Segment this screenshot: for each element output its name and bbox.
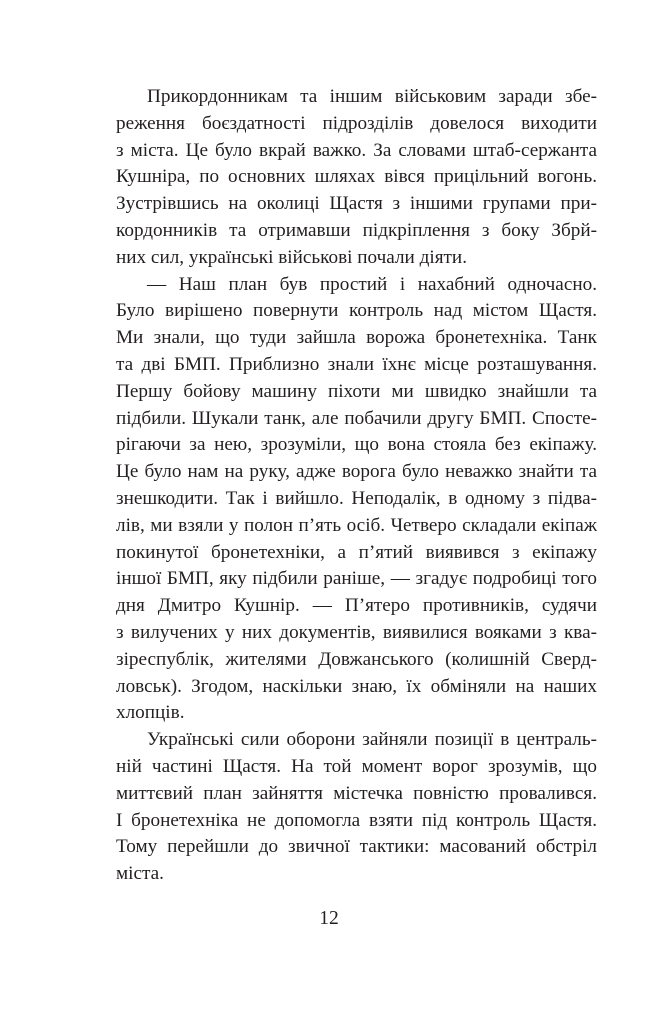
text-line: лів, ми взяли у полон п’ять осіб. Четверо складали екіпаж <box>116 514 597 536</box>
text-line: підбили. Шукали танк, але побачили другу БМП. Спосте- <box>116 407 597 429</box>
text-line: зіреспублік, жителями Довжанського (колишній Сверд- <box>116 648 597 670</box>
text-line: Прикордонникам та іншим військовим заради збе- <box>147 86 597 107</box>
text-line: Це було нам на руку, адже ворога було неважко знайти та <box>116 461 597 483</box>
page-number: 12 <box>319 908 339 929</box>
text-line: з вилучених у них документів, виявилися вояками з ква- <box>116 621 597 643</box>
text-line: дня Дмитро Кушнір. — П’ятеро противників, судячи <box>116 595 597 617</box>
text-line: Кушніра, по основних шляхах вівся прицільний вогонь. <box>116 166 597 188</box>
text-line: з міста. Це було вкрай важко. За словами штаб-сержанта <box>116 139 597 161</box>
text-line: знешкодити. Так і вийшло. Неподалік, в одному з підва- <box>116 487 597 509</box>
text-line: Тому перейшли до звичної тактики: масований обстріл <box>116 836 597 858</box>
text-line: Першу бойову машину піхоти ми швидко знайшли та <box>116 380 597 402</box>
paragraph <box>116 272 597 728</box>
text-line: реження боєздатності підрозділів довелося виходити <box>116 112 597 134</box>
text-line: хлопців. <box>116 702 185 724</box>
text-line: миттєвий план зайняття містечка повністю провалився. <box>116 782 597 804</box>
text-line: ній частині Щастя. На той момент ворог зрозумів, що <box>116 755 597 777</box>
paragraph <box>116 84 597 272</box>
text-line: Зустрівшись на околиці Щастя з іншими групами при- <box>116 193 597 215</box>
text-line: ловськ). Згодом, наскільки знаю, їх обміняли на наших <box>116 675 597 697</box>
text-line: іншої БМП, яку підбили раніше, — згадує подробиці того <box>116 568 597 590</box>
text-line: Ми знали, що туди зайшла ворожа бронетехніка. Танк <box>116 327 597 349</box>
paragraph <box>116 727 597 888</box>
text-line: Було вирішено повернути контроль над містом Щастя. <box>116 300 597 322</box>
text-line: них сил, українські військові почали діяти. <box>116 246 467 268</box>
text-line: І бронетехніка не допомогла взяти під контроль Щастя. <box>116 809 597 831</box>
text-line: покинутої бронетехніки, а п’ятий виявився з екіпажу <box>116 541 597 563</box>
text-line: міста. <box>116 863 164 885</box>
text-line: та дві БМП. Приблизно знали їхнє місце розташування. <box>116 353 597 375</box>
text-line: кордонників та отримавши підкріплення з боку Збрй- <box>116 219 597 241</box>
text-line: Українські сили оборони зайняли позиції в централь- <box>147 729 597 751</box>
text-line: — Наш план був простий і нахабний одночасно. <box>147 273 597 295</box>
text-line: рігаючи за нею, зрозуміли, що вона стояла без екіпажу. <box>116 434 597 456</box>
body-text <box>116 84 597 888</box>
